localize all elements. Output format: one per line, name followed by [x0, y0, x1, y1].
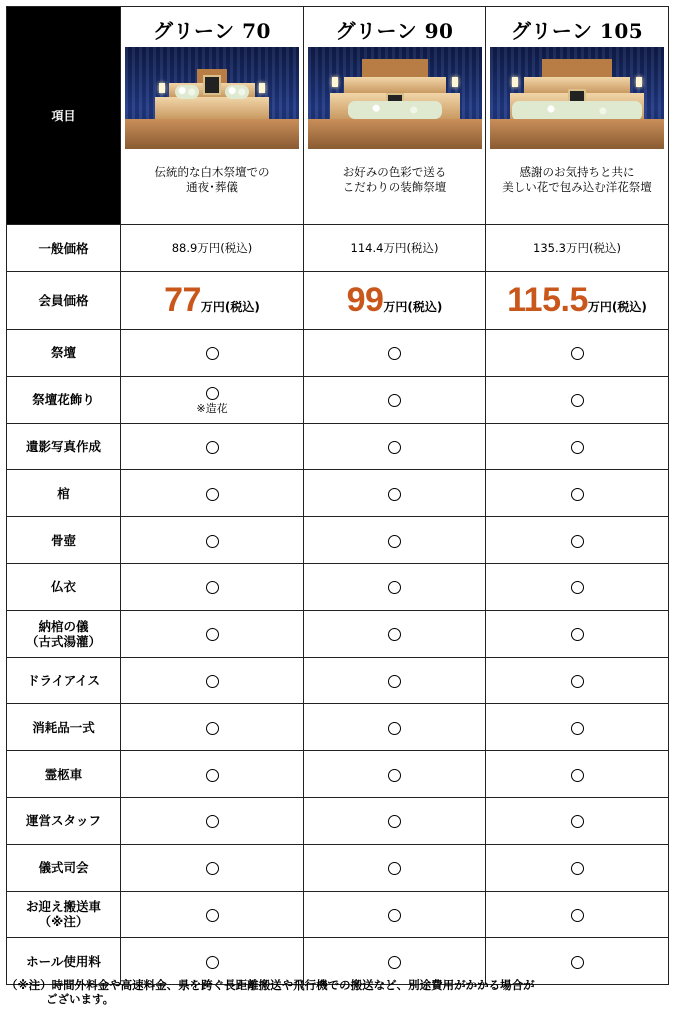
general-price-value: 114.4万円(税込): [304, 225, 486, 272]
item-label-line1: お迎え搬送車: [25, 899, 101, 915]
item-row: [7, 657, 669, 704]
included-cell: [304, 330, 486, 377]
included-circle-icon: [388, 535, 401, 548]
item-label-line2: （※注）: [38, 914, 89, 930]
general-price-value: 135.3万円(税込): [486, 225, 669, 272]
item-row: [7, 563, 669, 610]
plan-name: グリーン 90: [335, 19, 454, 43]
included-cell: [304, 751, 486, 798]
item-label-line2: （古式湯灌）: [25, 633, 101, 649]
included-cell: [304, 657, 486, 704]
item-row: [7, 330, 669, 377]
included-cell: [304, 797, 486, 844]
item-label-line1: 祭壇: [50, 345, 76, 361]
included-cell: [486, 563, 669, 610]
item-label-line1: ホール使用料: [26, 953, 101, 969]
included-cell: [486, 657, 669, 704]
included-circle-icon: [571, 862, 584, 875]
included-circle-icon: [206, 815, 219, 828]
plan-name: グリーン 70: [153, 19, 271, 43]
item-label-line1: 消耗品一式: [32, 719, 95, 735]
item-label-line1: 仏衣: [50, 579, 76, 595]
included-cell: [304, 704, 486, 751]
included-circle-icon: [388, 581, 401, 594]
included-circle-icon: [571, 535, 584, 548]
item-label-line1: 骨壺: [50, 532, 76, 548]
member-price-value: 77: [164, 281, 201, 319]
included-cell: [121, 751, 304, 798]
included-cell: [121, 610, 304, 657]
included-cell: [486, 376, 669, 423]
item-label: [7, 844, 121, 891]
item-label: [7, 657, 121, 704]
included-circle-icon: [571, 956, 584, 969]
included-cell: [486, 704, 669, 751]
included-circle-icon: [206, 535, 219, 548]
item-row: [7, 844, 669, 891]
plan-header-green70: [121, 7, 304, 225]
item-row: [7, 797, 669, 844]
general-price-row: [7, 225, 669, 272]
included-cell: [304, 563, 486, 610]
item-label: [7, 610, 121, 657]
included-cell: [121, 704, 304, 751]
included-cell: [121, 657, 304, 704]
member-price-cell: [304, 272, 486, 330]
item-label: [7, 423, 121, 470]
included-cell: [121, 891, 304, 938]
included-cell: [121, 330, 304, 377]
included-circle-icon: [571, 675, 584, 688]
plan-description-line2: 通夜･葬儀: [186, 180, 238, 194]
included-circle-icon: [571, 909, 584, 922]
member-price-label: 会員価格: [7, 272, 121, 330]
item-label: [7, 751, 121, 798]
included-circle-icon: [206, 956, 219, 969]
included-circle-icon: [206, 581, 219, 594]
included-cell: [486, 797, 669, 844]
plan-comparison-table: [6, 6, 669, 985]
item-column-header: 項目: [7, 7, 121, 225]
item-label: [7, 704, 121, 751]
header-row: [7, 7, 669, 225]
included-cell: [121, 376, 304, 423]
included-circle-icon: [206, 909, 219, 922]
included-circle-icon: [571, 441, 584, 454]
item-row: [7, 751, 669, 798]
included-circle-icon: [206, 347, 219, 360]
plan-description-line2: 美しい花で包み込む洋花祭壇: [502, 180, 652, 194]
item-note: ※造花: [196, 402, 228, 416]
western-flower-altar-photo: [490, 47, 664, 149]
included-circle-icon: [388, 488, 401, 501]
included-circle-icon: [206, 722, 219, 735]
plan-description-line1: 感謝のお気持ちと共に: [519, 165, 635, 179]
decorated-flower-altar-photo: [308, 47, 482, 149]
included-cell: [304, 517, 486, 564]
item-row: [7, 423, 669, 470]
included-circle-icon: [206, 628, 219, 641]
included-circle-icon: [206, 675, 219, 688]
footnote-line2: ございます。: [46, 992, 115, 1006]
member-price-value: 99: [346, 281, 384, 319]
included-cell: [486, 423, 669, 470]
included-cell: [304, 844, 486, 891]
footnote-line1: （※注）時間外料金や高速料金、県を跨ぐ長距離搬送や飛行機での搬送など、別途費用がかかる場合が: [6, 978, 535, 992]
member-price-cell: [121, 272, 304, 330]
included-cell: [121, 563, 304, 610]
item-label: [7, 330, 121, 377]
included-cell: [121, 517, 304, 564]
included-cell: [304, 376, 486, 423]
included-circle-icon: [571, 722, 584, 735]
included-circle-icon: [388, 956, 401, 969]
included-circle-icon: [388, 862, 401, 875]
item-label: [7, 797, 121, 844]
item-label-line1: ドライアイス: [26, 672, 100, 688]
item-label: [7, 563, 121, 610]
included-circle-icon: [388, 441, 401, 454]
general-price-label: 一般価格: [7, 225, 121, 272]
member-price-cell: [486, 272, 669, 330]
included-cell: [486, 470, 669, 517]
included-circle-icon: [571, 815, 584, 828]
item-label-line1: 儀式司会: [38, 860, 89, 876]
included-circle-icon: [206, 387, 219, 400]
included-circle-icon: [388, 722, 401, 735]
item-row: [7, 891, 669, 938]
included-cell: [486, 844, 669, 891]
member-price-unit: 万円(税込): [200, 300, 260, 314]
included-cell: [486, 751, 669, 798]
item-label: [7, 891, 121, 938]
general-price-value: 88.9万円(税込): [121, 225, 304, 272]
item-label-line1: 運営スタッフ: [25, 813, 101, 829]
included-circle-icon: [388, 628, 401, 641]
included-circle-icon: [388, 769, 401, 782]
item-label: [7, 470, 121, 517]
included-cell: [304, 470, 486, 517]
included-cell: [304, 423, 486, 470]
included-circle-icon: [571, 394, 584, 407]
included-circle-icon: [206, 488, 219, 501]
item-label-line1: 霊柩車: [44, 766, 83, 782]
item-label: [7, 517, 121, 564]
included-circle-icon: [388, 347, 401, 360]
item-row: [7, 704, 669, 751]
included-circle-icon: [571, 769, 584, 782]
item-label-line1: 遺影写真作成: [25, 438, 101, 454]
included-circle-icon: [388, 815, 401, 828]
included-cell: [121, 797, 304, 844]
plan-name: グリーン 105: [510, 19, 644, 43]
included-circle-icon: [206, 441, 219, 454]
included-cell: [486, 330, 669, 377]
included-cell: [486, 610, 669, 657]
member-price-value: 115.5: [507, 281, 588, 319]
item-label-line1: 棺: [57, 485, 70, 501]
item-label: [7, 376, 121, 423]
item-label-line1: 納棺の儀: [38, 618, 89, 634]
plan-description-line1: 伝統的な白木祭壇での: [154, 165, 270, 179]
included-circle-icon: [571, 628, 584, 641]
included-cell: [121, 470, 304, 517]
item-row: [7, 610, 669, 657]
item-row: [7, 470, 669, 517]
member-price-unit: 万円(税込): [587, 300, 647, 314]
white-wood-altar-photo: [125, 47, 299, 149]
item-row: [7, 517, 669, 564]
included-cell: [121, 844, 304, 891]
plan-header-green105: [486, 7, 669, 225]
footnote: [6, 978, 666, 1006]
included-circle-icon: [206, 769, 219, 782]
plan-header-green90: [304, 7, 486, 225]
item-label-line1: 祭壇花飾り: [32, 392, 95, 408]
included-cell: [486, 891, 669, 938]
included-cell: [121, 423, 304, 470]
included-circle-icon: [571, 488, 584, 501]
plan-description-line1: お好みの色彩で送る: [342, 165, 447, 179]
included-cell: [304, 610, 486, 657]
member-price-unit: 万円(税込): [383, 300, 443, 314]
included-circle-icon: [388, 675, 401, 688]
included-circle-icon: [388, 394, 401, 407]
included-circle-icon: [388, 909, 401, 922]
included-circle-icon: [206, 862, 219, 875]
included-cell: [486, 517, 669, 564]
item-row: [7, 376, 669, 423]
included-cell: [304, 891, 486, 938]
included-circle-icon: [571, 347, 584, 360]
member-price-row: [7, 272, 669, 330]
plan-description-line2: こだわりの装飾祭壇: [342, 180, 447, 194]
included-circle-icon: [571, 581, 584, 594]
